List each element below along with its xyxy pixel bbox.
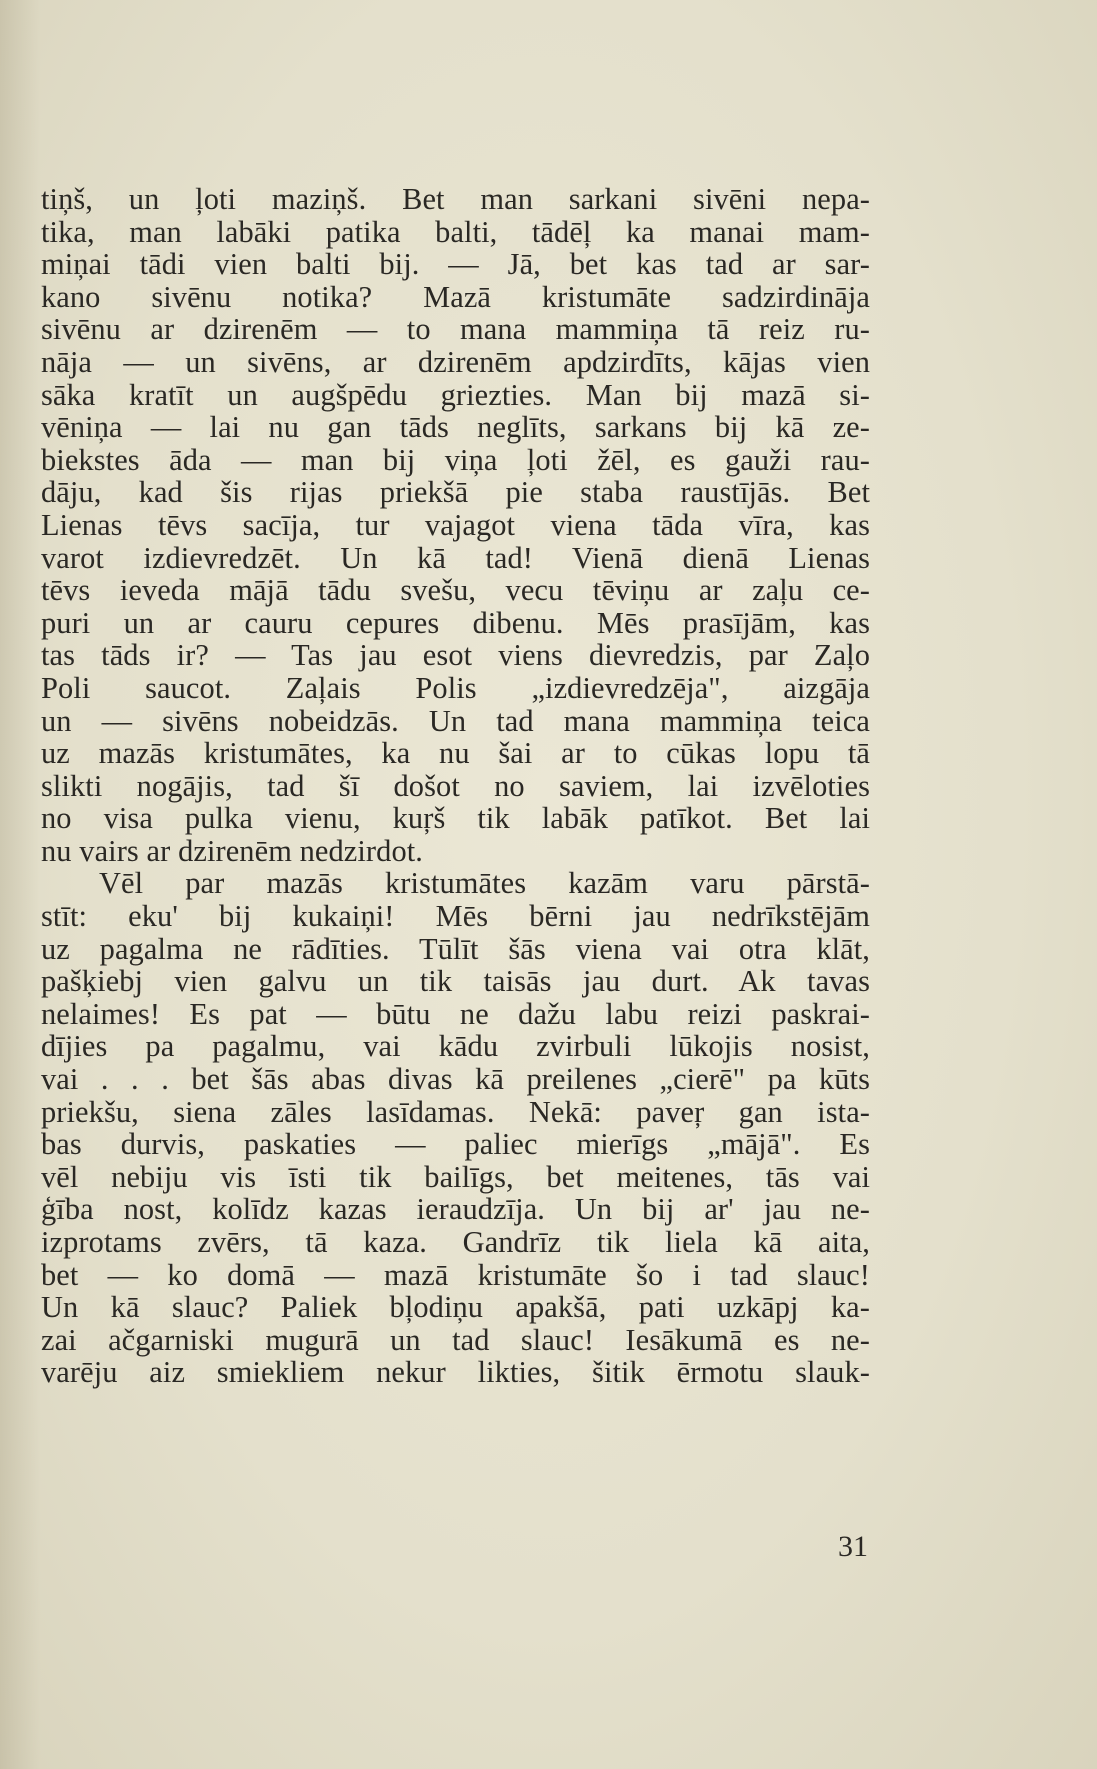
text-line: pašķiebj vien galvu un tik taisās jau durt. Ak tavas <box>41 964 870 999</box>
text-line: Un kā slauc? Paliek bļodiņu apakšā, pati uzkāpj ka- <box>41 1290 870 1325</box>
text-line: varot izdievredzēt. Un kā tad! Vienā dienā Lienas <box>41 540 870 575</box>
text-line: ģība nost, kolīdz kazas ieraudzīja. Un bij ar' jau ne- <box>41 1192 870 1227</box>
text-line: sāka kratīt un augšpēdu griezties. Man bij mazā si- <box>41 377 870 412</box>
text-line: tika, man labāki patika balti, tādēļ ka manai mam- <box>41 214 870 249</box>
text-line: tēvs ieveda mājā tādu svešu, vecu tēviņu ar zaļu ce- <box>41 573 870 608</box>
text-line: vēl nebiju vis īsti tik bailīgs, bet meitenes, tās vai <box>41 1159 870 1194</box>
text-line: dījies pa pagalmu, vai kādu zvirbuli lūkojis nosist, <box>41 1029 870 1064</box>
paragraph-start-line: Vēl par mazās kristumātes kazām varu pārstā- <box>99 866 870 901</box>
text-line: slikti nogājis, tad šī došot no saviem, lai izvēloties <box>41 768 870 803</box>
paragraph-end-line: nu vairs ar dzirenēm nedzirdot. <box>41 833 423 868</box>
body-text <box>41 183 870 1389</box>
text-line: tiņš, un ļoti maziņš. Bet man sarkani sivēni nepa- <box>41 182 870 216</box>
text-line: Lienas tēvs sacīja, tur vajagot viena tāda vīra, kas <box>41 507 870 542</box>
text-line: miņai tādi vien balti bij. — Jā, bet kas tad ar sar- <box>41 247 870 282</box>
page-number: 31 <box>838 1530 868 1563</box>
text-line: bas durvis, paskaties — paliec mierīgs „mājā". Es <box>41 1127 870 1162</box>
text-line: no visa pulka vienu, kuŗš tik labāk patīkot. Bet lai <box>41 801 870 836</box>
text-line: vēniņa — lai nu gan tāds neglīts, sarkans bij kā ze- <box>41 410 870 445</box>
text-line: dāju, kad šis rijas priekšā pie staba raustījās. Bet <box>41 475 870 510</box>
text-line: zai ačgarniski mugurā un tad slauc! Iesākumā es ne- <box>41 1322 870 1357</box>
text-line: nāja — un sivēns, ar dzirenēm apdzirdīts, kājas vien <box>41 344 870 379</box>
text-line: Poli saucot. Zaļais Polis „izdievredzēja", aizgāja <box>41 670 870 705</box>
text-line: uz mazās kristumātes, ka nu šai ar to cūkas lopu tā <box>41 736 870 771</box>
text-line: un — sivēns nobeidzās. Un tad mana mammiņa teica <box>41 703 870 738</box>
text-line: sivēnu ar dzirenēm — to mana mammiņa tā reiz ru- <box>41 312 870 347</box>
text-line: stīt: eku' bij kukaiņi! Mēs bērni jau nedrīkstējām <box>41 899 870 934</box>
text-line: priekšu, siena zāles lasīdamas. Nekā: paveŗ gan ista- <box>41 1094 870 1129</box>
text-line: tas tāds ir? — Tas jau esot viens dievredzis, par Zaļo <box>41 638 870 673</box>
text-line: bet — ko domā — mazā kristumāte šo i tad slauc! <box>41 1257 870 1292</box>
text-line: nelaimes! Es pat — būtu ne dažu labu reizi paskrai- <box>41 996 870 1031</box>
text-line: vai . . . bet šās abas divas kā preilenes „cierē" pa kūts <box>41 1062 870 1097</box>
text-line: varēju aiz smiekliem nekur likties, šitik ērmotu slauk- <box>41 1355 870 1390</box>
text-line: biekstes āda — man bij viņa ļoti žēl, es gauži rau- <box>41 442 870 477</box>
text-line: izprotams zvērs, tā kaza. Gandrīz tik liela kā aita, <box>41 1225 870 1259</box>
text-line: puri un ar cauru cepures dibenu. Mēs prasījām, kas <box>41 605 870 640</box>
text-line: uz pagalma ne rādīties. Tūlīt šās viena vai otra klāt, <box>41 931 870 966</box>
text-line: kano sivēnu notika? Mazā kristumāte sadzirdināja <box>41 279 870 314</box>
